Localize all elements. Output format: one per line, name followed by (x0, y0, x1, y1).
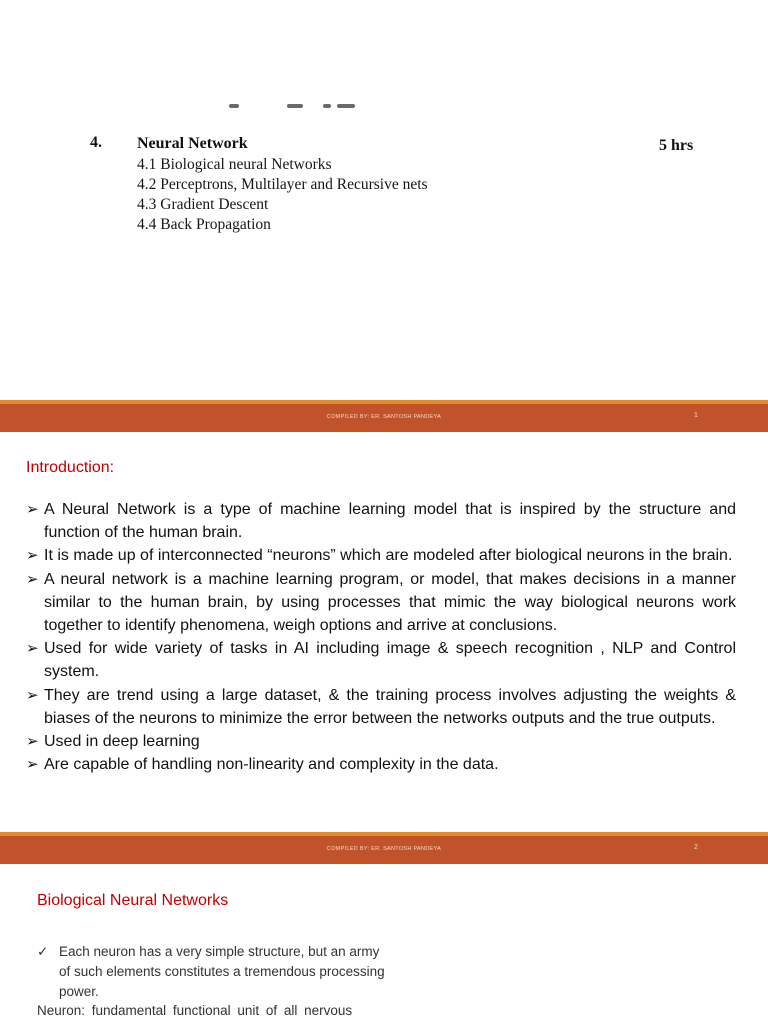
page-number: 2 (694, 844, 698, 851)
topic-item: 4.4 Back Propagation (137, 216, 271, 233)
topic-item: 4.2 Perceptrons, Multilayer and Recursive nets (137, 176, 428, 193)
cropped-text-fragment (225, 96, 555, 118)
bullet-text: It is made up of interconnected “neurons” which are modeled after biological neurons in the brain. (44, 547, 733, 565)
bullet-item (26, 498, 736, 544)
bullet-item (26, 730, 736, 753)
bullet-item (26, 753, 736, 776)
bullet-text: Are capable of handling non-linearity and complexity in the data. (44, 756, 499, 774)
bullet-text: A Neural Network is a type of machine learning model that is inspired by the structure and function of the human brain. (44, 501, 736, 542)
slide-heading: Introduction: (26, 459, 115, 476)
bullet-item (26, 568, 736, 638)
slide-footer (0, 400, 768, 432)
bullet-item (26, 544, 736, 567)
topic-item: 4.3 Gradient Descent (137, 196, 269, 213)
footer-credit: COMPILED BY: ER. SANTOSH PANDEYA (326, 846, 442, 852)
bullet-item (26, 684, 736, 730)
checklist-item (37, 942, 387, 1002)
topic-list (137, 155, 428, 235)
slide-3 (0, 864, 768, 1024)
slide-heading: Biological Neural Networks (37, 892, 229, 909)
arrow-bullet-icon: ➢ (26, 686, 39, 704)
bullet-text: Used in deep learning (44, 733, 200, 751)
bullet-text: They are trend using a large dataset, & the training process involves adjusting the weights & biases of the neurons to minimize the error between the networks outputs and the true outputs. (44, 686, 736, 727)
bullet-text: A neural network is a machine learning program, or model, that makes decisions in a manner similar to the human brain, by using processes that mimic the way biological neurons work together to identify phenomena, weigh options and arrive at conclusions. (44, 570, 736, 635)
checkmark-icon: ✓ (37, 944, 49, 959)
arrow-bullet-icon: ➢ (26, 547, 39, 565)
topic-item: 4.1 Biological neural Networks (137, 156, 332, 173)
arrow-bullet-icon: ➢ (26, 570, 39, 588)
page-number: 1 (694, 412, 698, 419)
arrow-bullet-icon: ➢ (26, 501, 39, 518)
section-number: 4. (90, 134, 102, 151)
section-hours: 5 hrs (659, 137, 694, 154)
footer-credit: COMPILED BY: ER. SANTOSH PANDEYA (326, 414, 442, 420)
arrow-bullet-icon: ➢ (26, 733, 39, 751)
checklist-text: Each neuron has a very simple structure, but an army of such elements constitutes a tremendous processing power. (59, 944, 385, 999)
definition-text: Neuron: fundamental functional unit of all nervous (37, 1003, 353, 1018)
slide-footer (0, 832, 768, 864)
bullet-item (26, 637, 736, 683)
slide-2 (0, 432, 768, 832)
slide-1 (0, 0, 768, 400)
arrow-bullet-icon: ➢ (26, 640, 39, 658)
section-title: Neural Network (137, 135, 248, 152)
bullet-text: Used for wide variety of tasks in AI including image & speech recognition , NLP and Control system. (44, 640, 736, 681)
arrow-bullet-icon: ➢ (26, 756, 39, 774)
bullet-list (26, 498, 736, 776)
